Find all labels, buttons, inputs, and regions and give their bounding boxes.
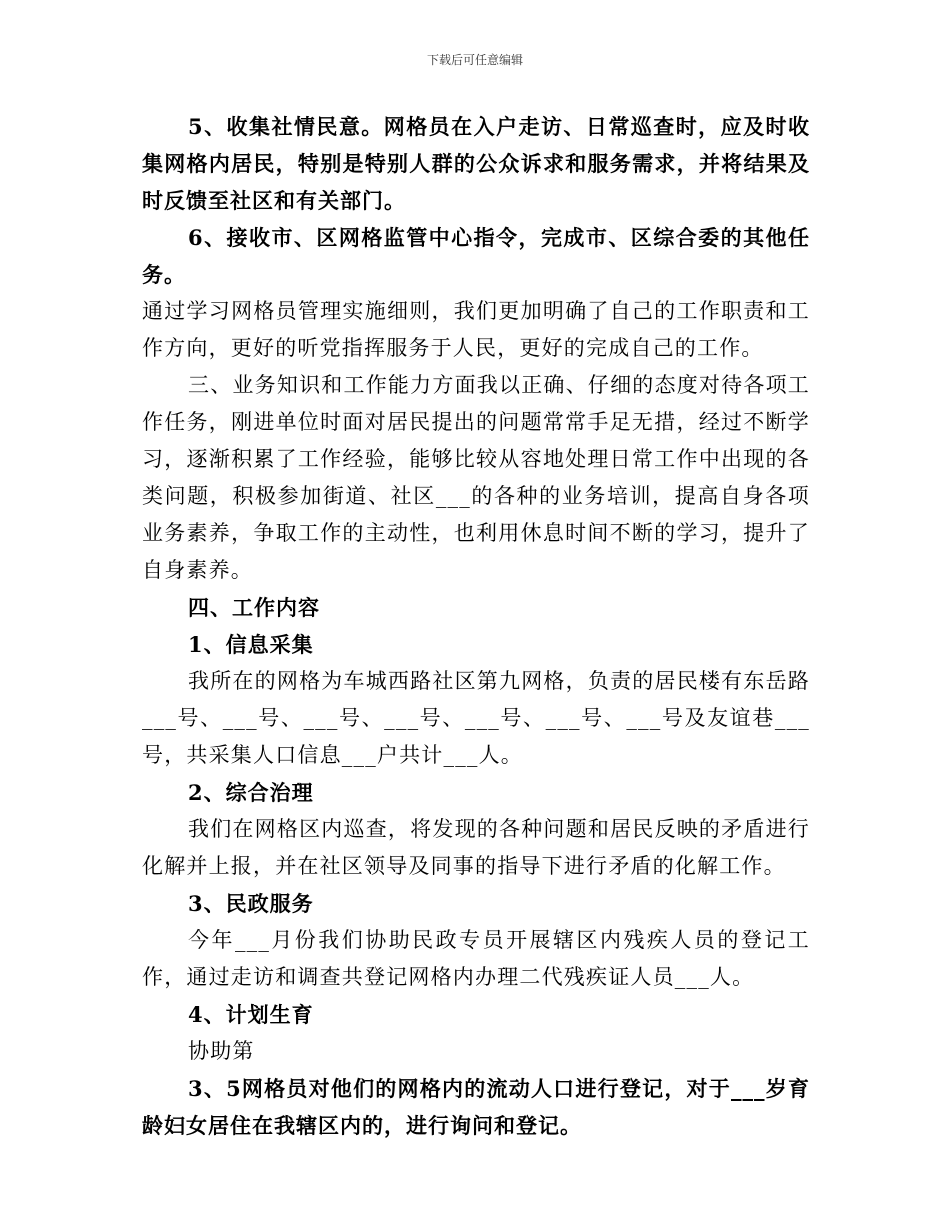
paragraph-civil-affairs: 今年___月份我们协助民政专员开展辖区内残疾人员的登记工作，通过走访和调查共登记网格内办理二代残疾证人员___人。	[142, 928, 810, 989]
paragraph-business-knowledge: 三、业务知识和工作能力方面我以正确、仔细的态度对待各项工作任务，刚进单位时面对居民提出的问题常常手足无措，经过不断学习，逐渐积累了工作经验，能够比较从容地处理日常工作中出现的各类问题，积极参加街道、社区___的各种的业务培训，提高自身各项业务素养，争取工作的主动性，也利用休息时间不断的学习，提升了自身素养。	[142, 373, 810, 582]
subheading-info-collection: 1、信息采集	[188, 632, 314, 657]
paragraph-collect-opinions: 5、收集社情民意。网格员在入户走访、日常巡查时，应及时收集网格内居民，特别是特别人群的公众诉求和服务需求，并将结果及时反馈至社区和有关部门。	[142, 114, 810, 213]
subheading-civil-affairs: 3、民政服务	[188, 891, 314, 916]
paragraph-floating-population: 3、5网格员对他们的网格内的流动人口进行登记，对于___岁育龄妇女居住在我辖区内的，进行询问和登记。	[142, 1076, 810, 1138]
document-body	[142, 108, 810, 1144]
section-heading-work-content: 四、工作内容	[188, 595, 320, 620]
subheading-comprehensive-governance: 2、综合治理	[188, 780, 314, 805]
paragraph-family-planning-intro: 协助第	[188, 1039, 255, 1063]
paragraph-info-collection: 我所在的网格为车城西路社区第九网格，负责的居民楼有东岳路___号、___号、___号、___号、___号、___号、___号及友谊巷___号，共采集人口信息___户共计___人。	[142, 669, 810, 767]
paragraph-receive-instructions: 6、接收市、区网格监管中心指令，完成市、区综合委的其他任务。	[142, 225, 810, 287]
paragraph-comprehensive-governance: 我们在网格区内巡查，将发现的各种问题和居民反映的矛盾进行化解并上报，并在社区领导及同事的指导下进行矛盾的化解工作。	[142, 817, 810, 878]
page-header: 下载后可任意编辑	[426, 53, 523, 67]
paragraph-study-summary: 通过学习网格员管理实施细则，我们更加明确了自己的工作职责和工作方向，更好的听党指挥服务于人民，更好的完成自己的工作。	[142, 299, 810, 360]
subheading-family-planning: 4、计划生育	[188, 1002, 314, 1027]
